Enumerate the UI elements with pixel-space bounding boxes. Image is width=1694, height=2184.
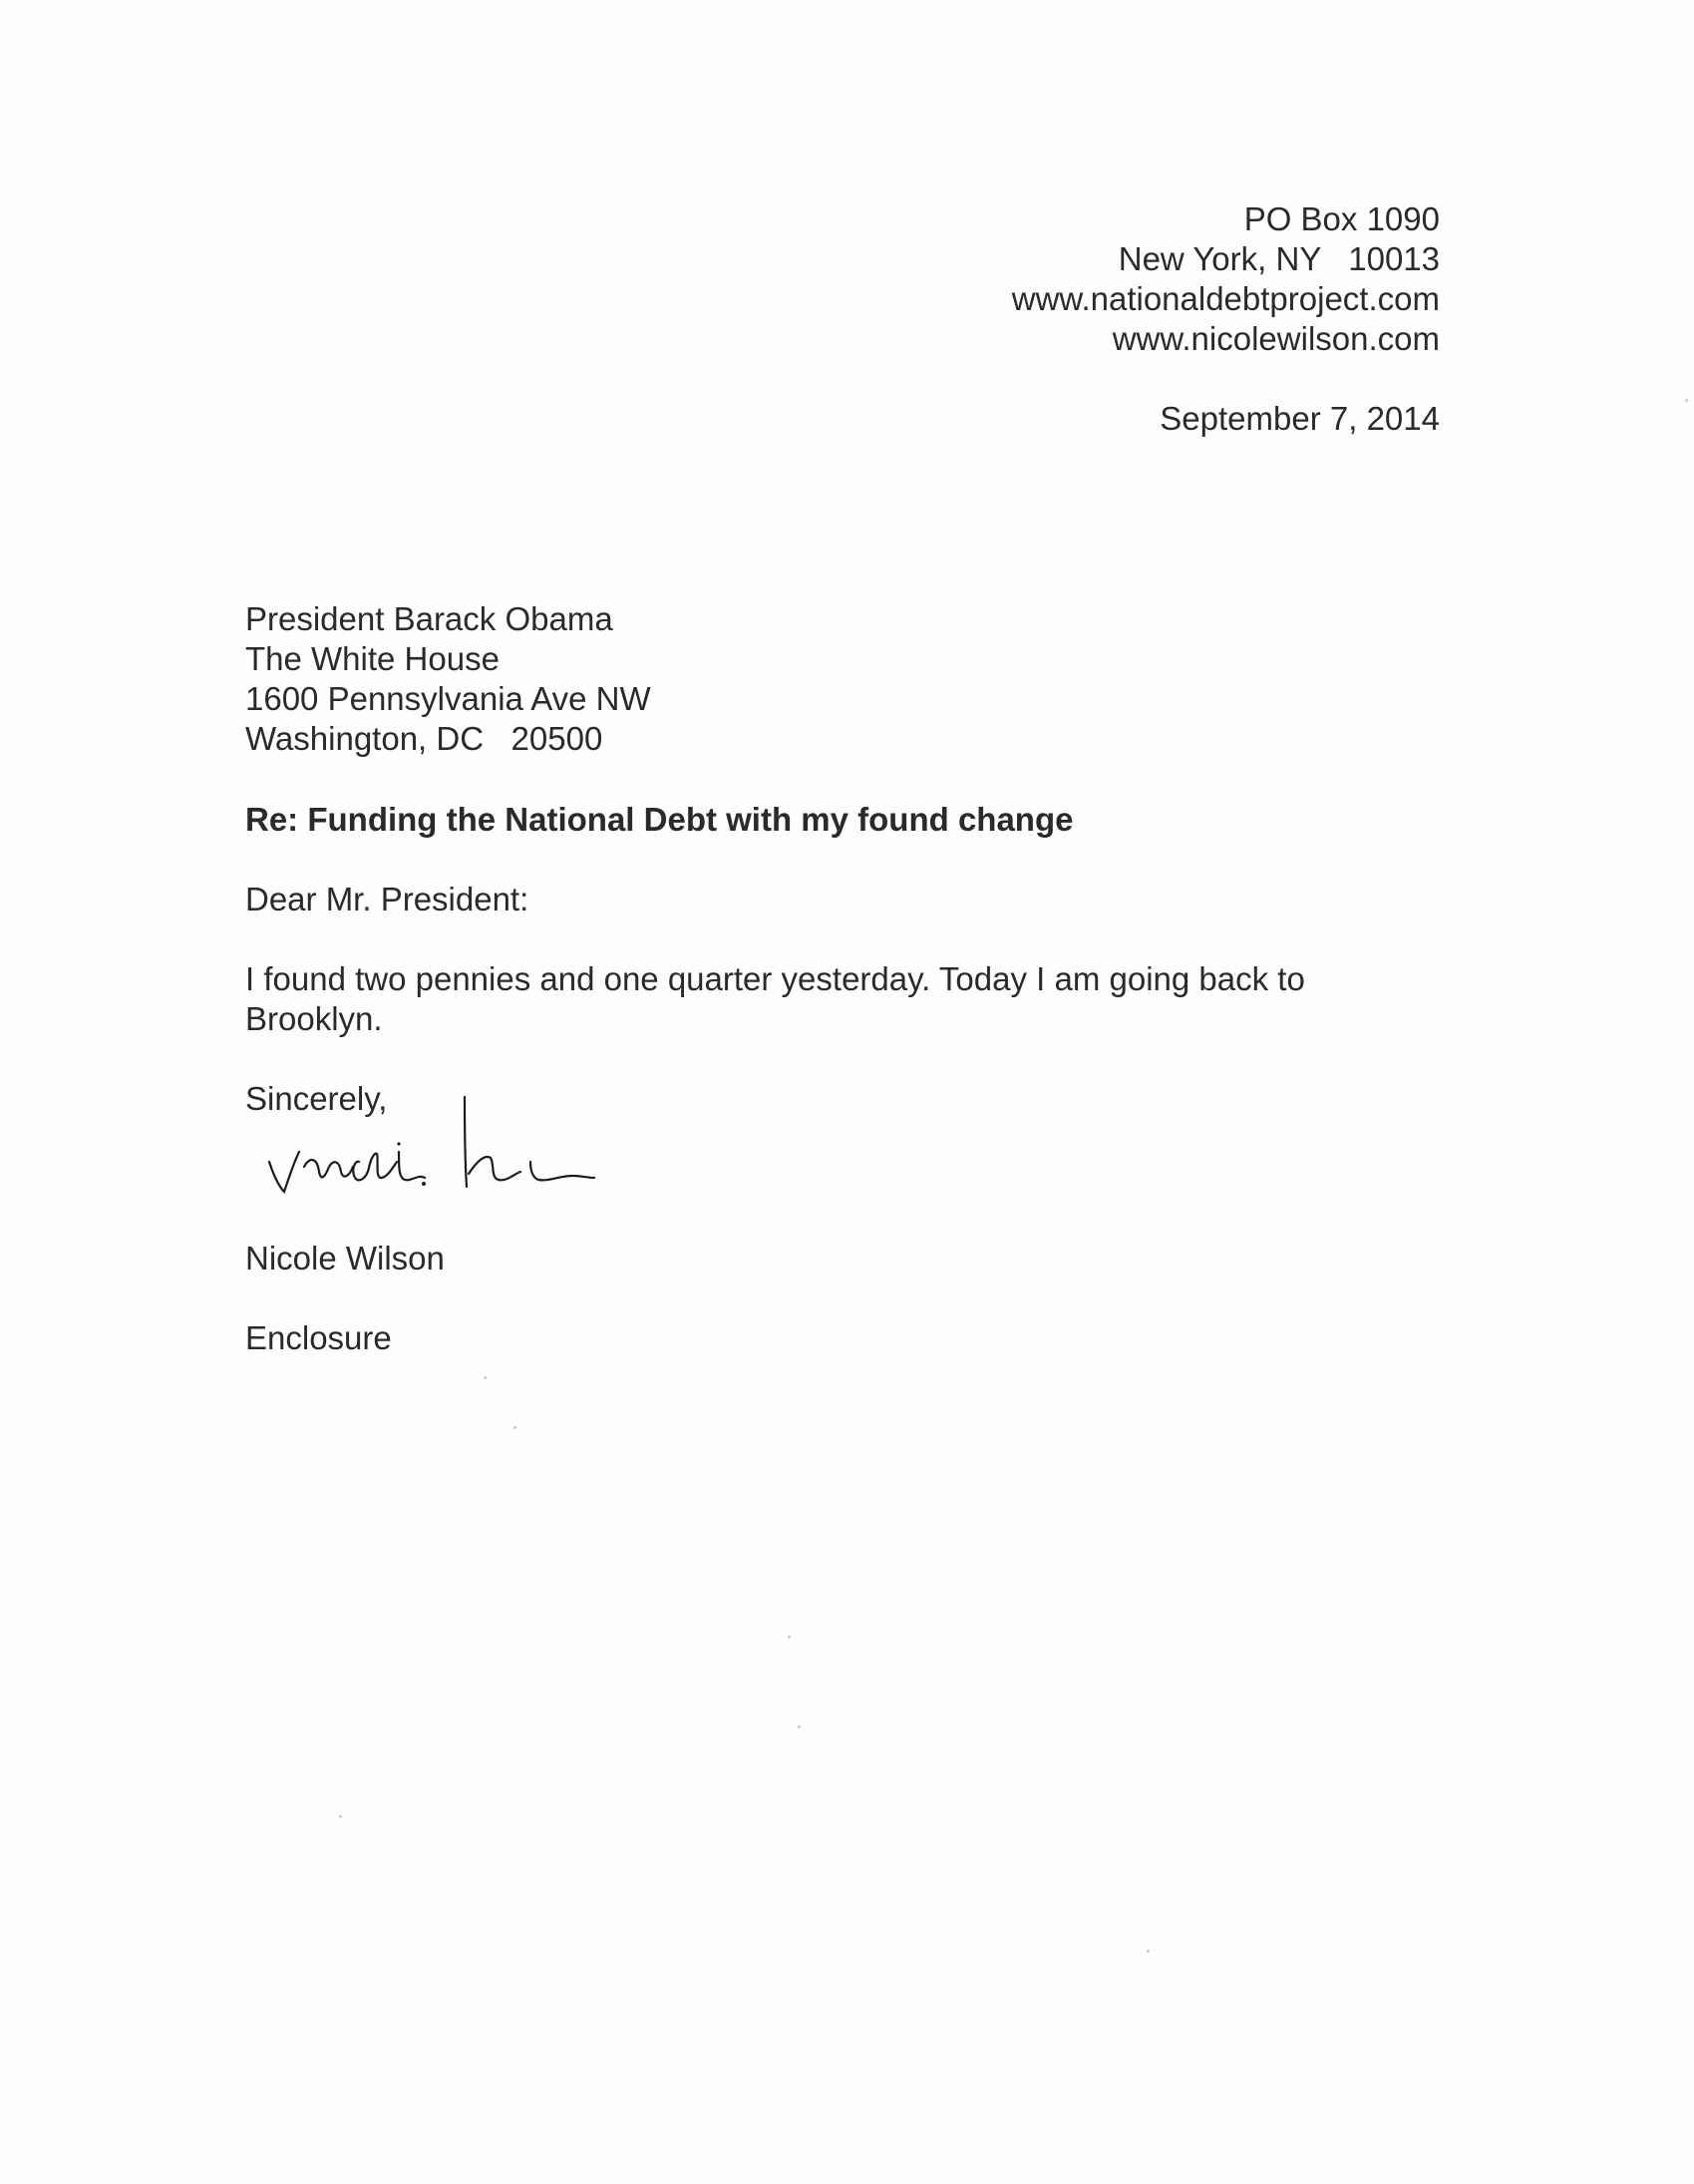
subject-line: Re: Funding the National Debt with my found change [245,801,1074,838]
paper-speck [484,1376,487,1379]
enclosure-note: Enclosure [245,1319,392,1356]
sender-website-1: www.nationaldebtproject.com [1011,280,1440,317]
paper-speck [339,1815,342,1818]
salutation: Dear Mr. President: [245,881,529,917]
letter-body: I found two pennies and one quarter yesterday. Today I am going back to Brooklyn. [245,960,1305,1037]
paper-speck [798,1725,801,1728]
signer-name: Nicole Wilson [245,1240,445,1276]
handwritten-signature [259,1082,658,1202]
closing: Sincerely, [245,1080,388,1117]
recipient-city-state-zip: Washington, DC 20500 [245,720,603,757]
paper-speck [1147,1950,1150,1953]
sender-city-state-zip: New York, NY 10013 [1118,240,1440,277]
sender-website-2: www.nicolewilson.com [1112,320,1440,357]
sender-po-box: PO Box 1090 [1243,200,1440,237]
recipient-address [245,599,651,759]
paper-speck [788,1636,791,1638]
letter-date: September 7, 2014 [1160,400,1440,437]
paper-speck [513,1426,516,1429]
sender-address [1012,199,1440,359]
recipient-organization: The White House [245,640,500,677]
paper-speck [1685,399,1688,402]
recipient-name: President Barack Obama [245,600,613,637]
recipient-street: 1600 Pennsylvania Ave NW [245,680,651,717]
